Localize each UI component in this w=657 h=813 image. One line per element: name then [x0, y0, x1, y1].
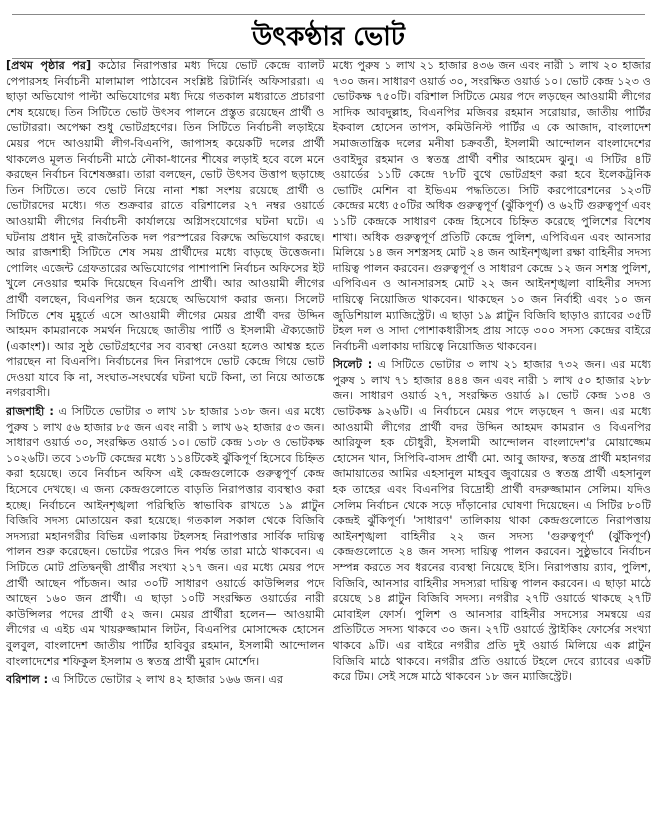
city-heading-rajshahi: রাজশাহী :	[6, 405, 54, 419]
article-columns	[6, 58, 651, 808]
paragraph-text: মধ্যে পুরুষ ১ লাখ ২১ হাজার ৪৩৬ জন এবং নারী ১ লাখ ২০ হাজার ৭৩০ জন। সাধারণ ওয়ার্ড ৩০, সংরক্ষিত ওয়ার্ড ১০। ভোট কেন্দ্র ১২৩ ও ভোটকক্ষ ৭৫০টি। বরিশাল সিটিতে মেয়র পদে লড়ছেন আওয়ামী লীগের সাদিক আবদুল্লাহ, বিএনপির মজিবর রহমান সরোয়ার, জাতীয় পার্টির ইকবাল হোসেন তাপস, কমিউনিস্ট পার্টির এ কে আজাদ, বাংলাদেশ সমাজতান্ত্রিক দলের মনীষা চক্রবর্তী, ইসলামী আন্দোলন বাংলাদেশের ওবাইদুর রহমান ও স্বতন্ত্র প্রার্থী বশীর আহমেদ ঝুনু। এ সিটির ৪টি ওয়ার্ডের ১১টি কেন্দ্রে ৭৮টি বুথে ভোটগ্রহণ করা হবে ইলেকট্রনিক ভোটিং মেশিন বা ইভিএম পদ্ধতিতে। সিটি করপোরেশনের ১২৩টি কেন্দ্রের মধ্যে ৫০টির অধিক গুরুত্বপূর্ণ (ঝুঁকিপূর্ণ) ও ৬২টি গুরুত্বপূর্ণ এবং ১১টি কেন্দ্রকে সাধারণ কেন্দ্র হিসেবে চিহ্নিত করেছে পুলিশের বিশেষ শাখা। অধিক গুরুত্বপূর্ণ প্রতিটি কেন্দ্রে পুলিশ, এপিবিএন এবং আনসার মিলিয়ে ১৪ জন সশস্ত্রসহ মোট ২৪ জন আইনশৃঙ্খলা রক্ষা বাহিনীর সদস্য দায়িত্ব পালন করবেন। গুরুত্বপূর্ণ ও সাধারণ কেন্দ্রে ১২ জন সশস্ত্র পুলিশ, এপিবিএন ও আনসারসহ মোট ২২ জন আইনশৃঙ্খলা বাহিনীর সদস্য দায়িত্বে নিয়োজিত থাকবেন। থাকছেন ১০ জন নির্বাহী এবং ১০ জন জুডিশিয়াল ম্যাজিস্ট্রেট। এ ছাড়া ১৯ প্লাটুন বিজিবি ছাড়াও র‍্যাবের ৩৫টি টহল দল ও সাদা পোশাকধারীসহ প্রায় সাড়ে ৩০০ সদস্য কেন্দ্রের বাইরে নির্বাচনী এলাকায় দায়িত্বে নিয়োজিত থাকবেন।	[332, 59, 651, 353]
headline-area	[6, 0, 651, 58]
paragraph-continued	[6, 58, 325, 401]
paragraph-text: কঠোর নিরাপত্তার মধ্য দিয়ে ভোট কেন্দ্রে ব্যালট পেপারসহ নির্বাচনী মালামাল পাঠাবেন সংশ্লিষ্ট রিটার্নিং অফিসাররা। এ ছাড়া অভিযোগ পাল্টা অভিযোগের মধ্য দিয়ে গতকাল মধ্যরাতে প্রচারণা শেষ হয়েছে। তিন সিটিতে ভোট উৎসব পালনে প্রস্তুত রয়েছেন প্রার্থী ও ভোটাররা। অপেক্ষা শুধু ভোটগ্রহণের। তিন সিটিতে নির্বাচনী লড়াইয়ে মেয়র পদে আওয়ামী লীগ-বিএনপি, জাপাসহ কয়েকটি দলের প্রার্থী থাকলেও মূলত নির্বাচনী মাঠে নৌকা-ধানের শীষের লড়াই হবে বলে মনে করছেন নির্বাচন বিশেষজ্ঞরা। তারা বলছেন, ভোট উৎসব উত্তাপ ছড়াচ্ছে তিন সিটিতে। তবে ভোট নিয়ে নানা শঙ্কা সংশয় রয়েছে প্রার্থী ও ভোটারদের মধ্যে। গত শুক্রবার রাতে বরিশালের ২৭ নম্বর ওয়ার্ডে আওয়ামী লীগের নির্বাচনী কার্যালয়ে অগ্নিসংযোগের ঘটনা ঘটে। এ ঘটনায় প্রধান দুই রাজনৈতিক দল পরস্পরের বিরুদ্ধে অভিযোগ করছে। আর রাজশাহী সিটিতে শেষ সময় প্রার্থীদের মধ্যে বাড়ছে উত্তেজনা। পোলিং এজেন্ট গ্রেফতারের অভিযোগের পাশাপাশি নির্বাচন অফিসের ইট খুলে নেওয়ার হুমকি দিয়েছেন বিএনপি প্রার্থী। আর আওয়ামী লীগের প্রার্থী বলছেন, বিএনপির জন হয়েছে অভিযোগ করার জন্য। সিলেট সিটিতে শেষ মুহূর্তে এসে আওয়ামী লীগের মেয়র প্রার্থী বদর উদ্দিন আহমদ কামরানকে সমর্থন দিয়েছে জাতীয় পার্টি ও ইসলামী ঐক্যজোট (একাংশ)। আর সুষ্ঠ ভোটগ্রহণের সব ব্যবস্থা নেওয়া হলেও আশ্বস্ত হতে পারছেন না বিএনপি। নির্বাচনের দিন নিরাপদে ভোট কেন্দ্রে গিয়ে ভোট দেওয়া যাবে কি না, সংঘাত-সংঘর্ষের ঘটনা ঘটে কিনা, তা নিয়ে আতঙ্কে নগরবাসী।	[6, 59, 325, 400]
paragraph-rajshahi	[6, 404, 325, 669]
top-rule	[12, 14, 645, 15]
left-column	[6, 58, 325, 808]
paragraph-text: এ সিটিতে ভোটার ৩ লাখ ১৮ হাজার ১৩৮ জন। এর মধ্যে পুরুষ ১ লাখ ৫৬ হাজার ৮৫ জন এবং নারী ১ লাখ ৬২ হাজার ৫৩ জন। সাধারণ ওয়ার্ড ৩০, সংরক্ষিত ওয়ার্ড ১০। ভোট কেন্দ্র ১৩৮ ও ভোটকক্ষ ১০২৬টি। তবে ১৩৮টি কেন্দ্রের মধ্যে ১১৪টিকেই ঝুঁকিপূর্ণ হিসেবে চিহ্নিত করা হয়েছে। তবে নির্বাচন অফিস এই কেন্দ্রগুলোকে গুরুত্বপূর্ণ কেন্দ্র হিসেবে দেখছে। এ জন্য কেন্দ্রগুলোতে বাড়তি নিরাপত্তার ব্যবস্থাও করা হচ্ছে। নির্বাচনে আইনশৃঙ্খলা পরিস্থিতি স্বাভাবিক রাখতে ১৯ প্লাটুন বিজিবি সদস্য মোতায়েন করা হয়েছে। গতকাল সকাল থেকে বিজিবি সদস্যরা মহানগরীর বিভিন্ন এলাকায় টহলসহ নিরাপত্তার সার্বিক দায়িত্ব পালন শুরু করেছেন। ভোটের পরেও দিন পর্যন্ত তারা মাঠে থাকবেন। এ সিটিতে মোট প্রতিদ্বন্দ্বী প্রার্থীর সংখ্যা ২১৭ জন। এর মধ্যে মেয়র পদে প্রার্থী আছেন পাঁচজন। আর ৩০টি সাধারণ ওয়ার্ডে কাউন্সিলর পদে আছেন ১৬০ জন প্রার্থী। এ ছাড়া ১০টি সংরক্ষিত ওয়ার্ডের নারী কাউন্সিলর পদের প্রার্থী ৫২ জন। মেয়র প্রার্থীরা হলেন— আওয়ামী লীগের এ এইচ এম খায়রুজ্জামান লিটন, বিএনপির মোসাদ্দেক হোসেন বুলবুল, বাংলাদেশ জাতীয় পার্টির হাবিবুর রহমান, ইসলামী আন্দোলন বাংলাদেশের শফিকুল ইসলাম ও স্বতন্ত্র প্রার্থী মুরাদ মোর্শেদ।	[6, 405, 325, 668]
paragraph-text: এ সিটিতে ভোটার ৩ লাখ ২১ হাজার ৭৩২ জন। এর মধ্যে পুরুষ ১ লাখ ৭১ হাজার ৪৪৪ জন এবং নারী ১ লাখ ৫০ হাজার ২৮৮ জন। সাধারণ ওয়ার্ড ২৭, সংরক্ষিত ওয়ার্ড ৯। ভোট কেন্দ্র ১৩৪ ও ভোটকক্ষ ৯২৬টি। এ নির্বাচনে মেয়র পদে লড়ছেন ৭ জন। এর মধ্যে আওয়ামী লীগের প্রার্থী বদর উদ্দিন আহমদ কামরান ও বিএনপির আরিফুল হক চৌধুরী, ইসলামী আন্দোলন বাংলাদেশ'র মোয়াজ্জেম হোসেন খান, সিপিবি-বাসদ প্রার্থী মো. আবু জাফর, স্বতন্ত্র প্রার্থী মহানগর জামায়াতের আমির এহসানুল মাহবুব জুবায়ের ও স্বতন্ত্র প্রার্থী এহসানুল হক তাহের এবং বিএনপির বিদ্রোহী প্রার্থী বদরুজ্জামান সেলিম। যদিও সেলিম নির্বাচন থেকে সড়ে দাঁড়ানোর ঘোষণা দিয়েছেন। এ সিটির ৮০টি কেন্দ্রই ঝুঁকিপূর্ণ। 'সাধারণ' তালিকায় থাকা কেন্দ্রগুলোতে নিরাপত্তায় আইনশৃঙ্খলা বাহিনীর ২২ জন সদস্য 'গুরুত্বপূর্ণ' (ঝুঁকিপূর্ণ) কেন্দ্রগুলোতে ২৪ জন সদস্য দায়িত্ব পালন করবেন। সুষ্ঠুভাবে নির্বাচন সম্পন্ন করতে সব ধরনের ব্যবস্থা নিয়েছে ইসি। নিরাপত্তায় র‍্যাব, পুলিশ, বিজিবি, আনসার বাহিনীর সদস্যরা দায়িত্ব পালন করবেন। এ ছাড়া মাঠে রয়েছে ১৪ প্লাটুন বিজিবি সদস্য। নগরীর ২৭টি ওয়ার্ডে থাকছে ২৭টি মোবাইল ফোর্স। পুলিশ ও আনসার বাহিনীর সদস্যের সমন্বয়ে এর প্রতিটিতে সদস্য থাকবে ৩০ জন। ২৭টি ওয়ার্ডে স্ট্রাইকিং ফোর্সের সংখ্যা থাকবে ৯টি। এর বাইরে নগরীর প্রতি দুই ওয়ার্ড মিলিয়ে এক প্লাটুন বিজিবি মাঠে থাকবে। নগরীর প্রতি ওয়ার্ডে টহলে দেবে র‍্যাবের একটি করে টিম। সেই সঙ্গে মাঠে থাকবেন ১৮ জন ম্যাজিস্ট্রেট।	[332, 358, 651, 684]
right-column	[333, 58, 652, 808]
article-headline: উৎকণ্ঠার ভোট	[252, 22, 405, 52]
paragraph-barishal	[6, 672, 325, 688]
city-heading-sylhet: সিলেট :	[332, 358, 373, 372]
paragraph-barishal-cont	[333, 58, 652, 354]
paragraph-text: এ সিটিতে ভোটার ২ লাখ ৪২ হাজার ১৬৬ জন। এর	[48, 673, 284, 687]
continued-tag: [প্রথম পৃষ্ঠার পর]	[6, 59, 92, 72]
city-heading-barishal: বরিশাল :	[6, 673, 49, 687]
paragraph-sylhet	[333, 357, 652, 684]
bottom-rule	[12, 58, 645, 59]
